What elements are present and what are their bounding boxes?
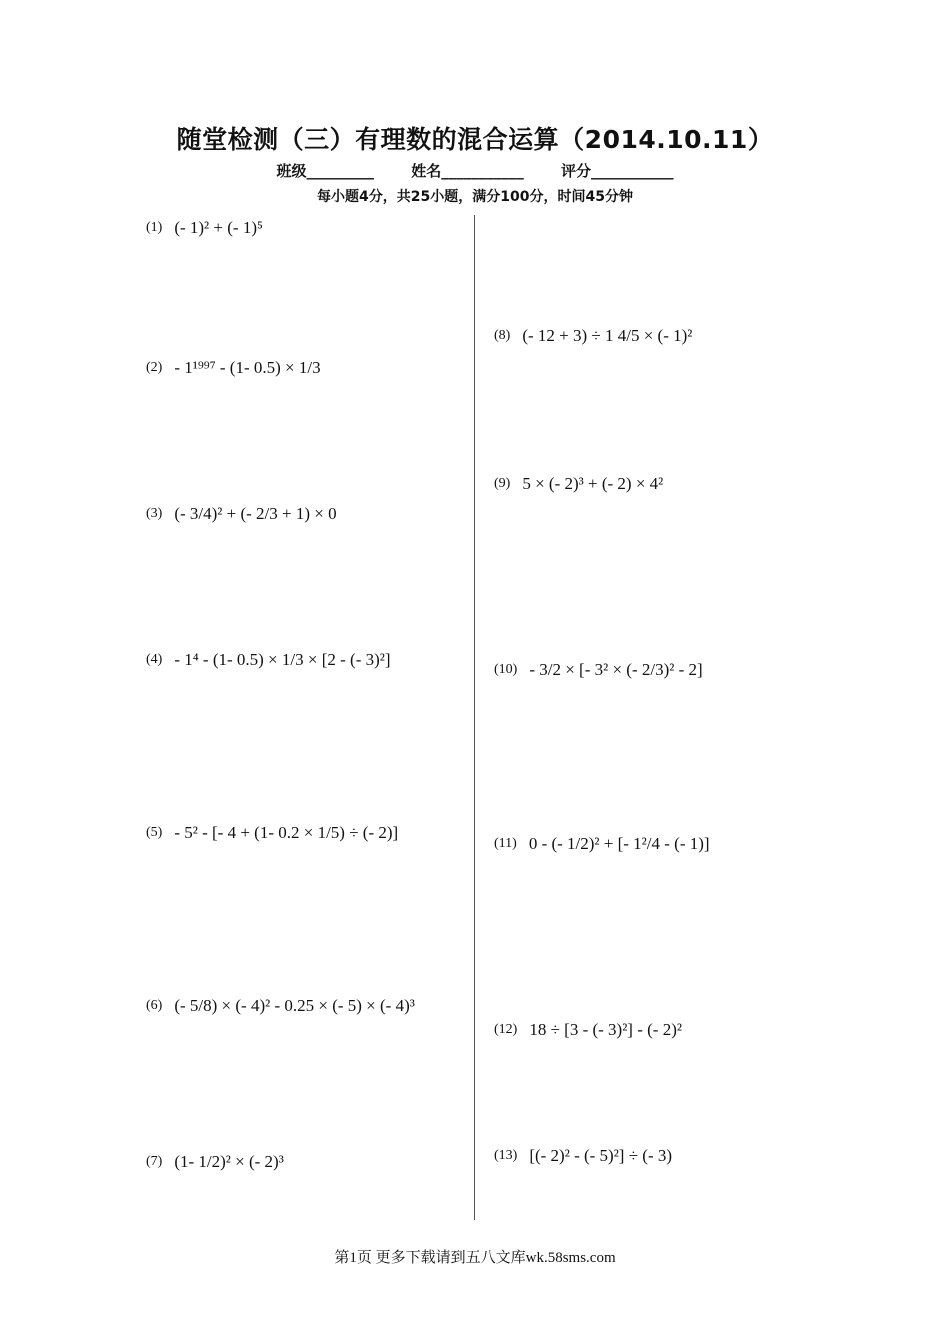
question-4 <box>146 650 391 670</box>
question-expression: 18 ÷ [3 - (- 3)²] - (- 2)² <box>529 1020 682 1039</box>
question-number: (6) <box>146 998 163 1013</box>
class-field <box>276 160 374 181</box>
question-number: (9) <box>494 476 511 491</box>
question-number: (11) <box>494 836 517 851</box>
question-number: (13) <box>494 1148 518 1163</box>
question-8 <box>494 326 692 346</box>
question-number: (10) <box>494 662 518 677</box>
question-1 <box>146 218 263 238</box>
question-3 <box>146 504 337 524</box>
name-field <box>411 160 524 181</box>
question-expression: (- 3/4)² + (- 2/3 + 1) × 0 <box>174 504 337 523</box>
question-number: (7) <box>146 1154 163 1169</box>
question-expression: 0 - (- 1/2)² + [- 1²/4 - (- 1)] <box>528 834 710 853</box>
score-field <box>561 160 674 181</box>
question-expression: (- 5/8) × (- 4)² - 0.25 × (- 5) × (- 4)³ <box>174 996 415 1015</box>
question-expression: 5 × (- 2)³ + (- 2) × 4² <box>522 474 664 493</box>
question-number: (5) <box>146 825 163 840</box>
name-blank: ___________ <box>441 162 524 180</box>
question-6 <box>146 996 415 1016</box>
score-blank: ___________ <box>591 162 674 180</box>
question-expression: [(- 2)² - (- 5)²] ÷ (- 3) <box>529 1146 673 1165</box>
question-expression: - 5² - [- 4 + (1- 0.2 × 1/5) ÷ (- 2)] <box>174 823 399 842</box>
question-12 <box>494 1020 682 1040</box>
question-expression: (1- 1/2)² × (- 2)³ <box>174 1152 284 1171</box>
question-11 <box>494 834 710 854</box>
instructions-note: 每小题4分，共25小题，满分100分，时间45分钟 <box>317 189 633 205</box>
question-expression: - 3/2 × [- 3² × (- 2/3)² - 2] <box>529 660 703 679</box>
student-info-row <box>0 160 950 181</box>
question-expression: - 1¹⁹⁹⁷ - (1- 0.5) × 1/3 <box>174 358 321 377</box>
class-label: 班级 <box>276 162 307 180</box>
question-number: (8) <box>494 328 511 343</box>
class-blank: _________ <box>306 162 374 180</box>
question-expression: (- 12 + 3) ÷ 1 4/5 × (- 1)² <box>522 326 693 345</box>
name-label: 姓名 <box>411 162 442 180</box>
question-number: (2) <box>146 360 163 375</box>
question-number: (3) <box>146 506 163 521</box>
question-expression: - 1⁴ - (1- 0.5) × 1/3 × [2 - (- 3)²] <box>174 650 391 669</box>
question-expression: (- 1)² + (- 1)⁵ <box>174 218 263 237</box>
question-13 <box>494 1146 672 1166</box>
column-divider <box>474 215 475 1220</box>
page-footer: 第1页 更多下载请到五八文库wk.58sms.com <box>334 1250 616 1266</box>
question-5 <box>146 823 398 843</box>
score-label: 评分 <box>560 162 591 180</box>
question-number: (1) <box>146 220 163 235</box>
question-9 <box>494 474 663 494</box>
question-number: (4) <box>146 652 163 667</box>
question-2 <box>146 358 321 378</box>
question-number: (12) <box>494 1022 518 1037</box>
question-10 <box>494 660 703 680</box>
question-7 <box>146 1152 284 1172</box>
page-title: 随堂检测（三）有理数的混合运算（2014.10.11） <box>176 125 774 154</box>
